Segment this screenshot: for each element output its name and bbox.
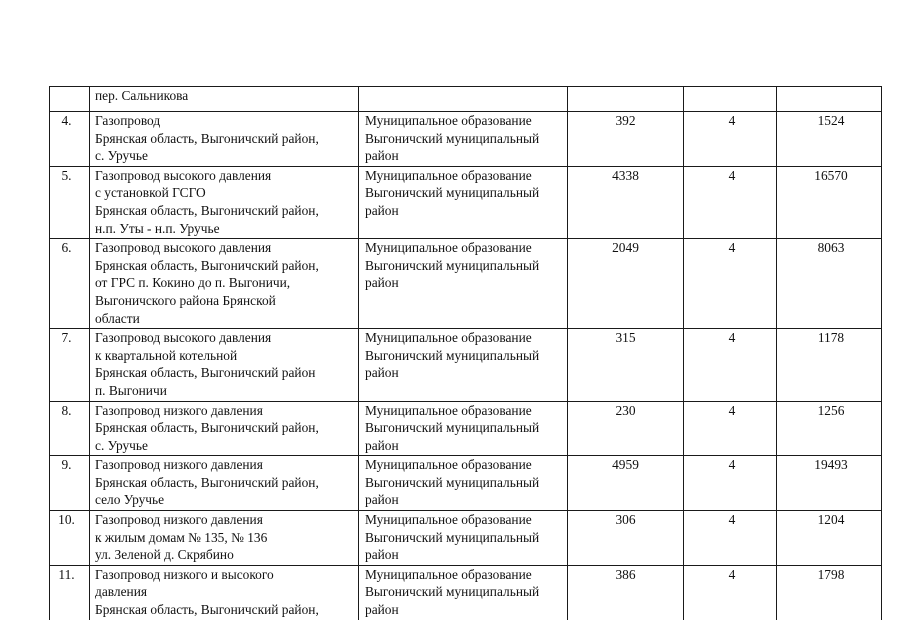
category-cell: 4 <box>684 401 777 456</box>
length-cell: 392 <box>568 112 684 167</box>
category-cell: 4 <box>684 329 777 401</box>
row-number: 9. <box>50 456 90 511</box>
table-row <box>50 87 882 112</box>
value-cell: 19493 <box>777 456 882 511</box>
row-number: 11. <box>50 565 90 619</box>
object-name-cell: Газопровод Брянская область, Выгоничский район, с. Уручье <box>90 112 359 167</box>
value-cell <box>777 87 882 112</box>
object-name-cell: Газопровод низкого и высокого давления Брянская область, Выгоничский район, <box>90 565 359 619</box>
owner-cell <box>359 87 568 112</box>
category-cell: 4 <box>684 166 777 238</box>
value-cell: 1204 <box>777 511 882 566</box>
table-row <box>50 565 882 619</box>
length-cell: 386 <box>568 565 684 619</box>
row-number: 4. <box>50 112 90 167</box>
owner-cell: Муниципальное образование Выгоничский муниципальный район <box>359 511 568 566</box>
table-row <box>50 511 882 566</box>
row-number: 6. <box>50 239 90 329</box>
object-name-cell: Газопровод низкого давления Брянская область, Выгоничский район, село Уручье <box>90 456 359 511</box>
category-cell: 4 <box>684 456 777 511</box>
category-cell: 4 <box>684 511 777 566</box>
owner-cell: Муниципальное образование Выгоничский муниципальный район <box>359 565 568 619</box>
owner-cell: Муниципальное образование Выгоничский муниципальный район <box>359 239 568 329</box>
owner-cell: Муниципальное образование Выгоничский муниципальный район <box>359 456 568 511</box>
table-row <box>50 112 882 167</box>
length-cell: 230 <box>568 401 684 456</box>
row-number: 10. <box>50 511 90 566</box>
row-number <box>50 87 90 112</box>
table-row <box>50 456 882 511</box>
object-name-cell: Газопровод высокого давления с установкой ГСГО Брянская область, Выгоничский район, н.п. Уты - н.п. Уручье <box>90 166 359 238</box>
property-table <box>49 86 882 620</box>
row-number: 5. <box>50 166 90 238</box>
owner-cell: Муниципальное образование Выгоничский муниципальный район <box>359 112 568 167</box>
table-row <box>50 329 882 401</box>
value-cell: 1524 <box>777 112 882 167</box>
object-name-cell: Газопровод высокого давления к квартальной котельной Брянская область, Выгоничский район п. Выгоничи <box>90 329 359 401</box>
length-cell: 306 <box>568 511 684 566</box>
object-name-cell: Газопровод высокого давления Брянская область, Выгоничский район, от ГРС п. Кокино до п. Выгоничи, Выгоничского района Брянской области <box>90 239 359 329</box>
length-cell: 4338 <box>568 166 684 238</box>
table-row <box>50 166 882 238</box>
table-row <box>50 401 882 456</box>
length-cell: 2049 <box>568 239 684 329</box>
row-number: 7. <box>50 329 90 401</box>
value-cell: 8063 <box>777 239 882 329</box>
owner-cell: Муниципальное образование Выгоничский муниципальный район <box>359 401 568 456</box>
category-cell <box>684 87 777 112</box>
object-name-cell: Газопровод низкого давления Брянская область, Выгоничский район, с. Уручье <box>90 401 359 456</box>
length-cell: 4959 <box>568 456 684 511</box>
owner-cell: Муниципальное образование Выгоничский муниципальный район <box>359 329 568 401</box>
category-cell: 4 <box>684 112 777 167</box>
value-cell: 1256 <box>777 401 882 456</box>
object-name-cell: Газопровод низкого давления к жилым домам № 135, № 136 ул. Зеленой д. Скрябино <box>90 511 359 566</box>
object-name-cell: пер. Сальникова <box>90 87 359 112</box>
row-number: 8. <box>50 401 90 456</box>
value-cell: 16570 <box>777 166 882 238</box>
table-row <box>50 239 882 329</box>
length-cell <box>568 87 684 112</box>
category-cell: 4 <box>684 565 777 619</box>
value-cell: 1798 <box>777 565 882 619</box>
category-cell: 4 <box>684 239 777 329</box>
length-cell: 315 <box>568 329 684 401</box>
owner-cell: Муниципальное образование Выгоничский муниципальный район <box>359 166 568 238</box>
value-cell: 1178 <box>777 329 882 401</box>
